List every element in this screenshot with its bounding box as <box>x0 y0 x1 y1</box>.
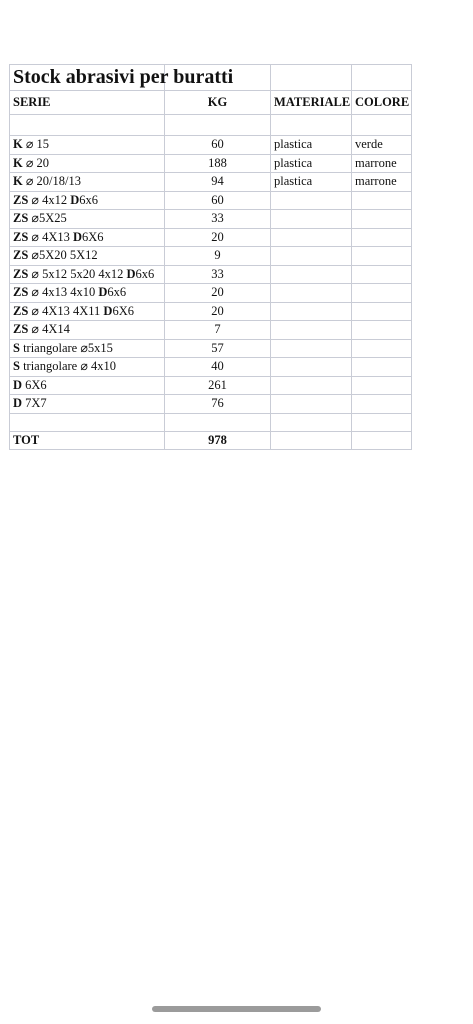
cell-kg[interactable]: 188 <box>165 154 271 173</box>
serie-prefix: ZS <box>13 248 29 263</box>
serie-prefix: ZS <box>13 229 29 244</box>
serie-text <box>13 211 67 225</box>
cell-kg[interactable]: 9 <box>165 247 271 266</box>
serie-extra-detail: 6x6 <box>107 285 127 300</box>
table-row <box>10 191 412 210</box>
empty-cell[interactable] <box>10 115 165 136</box>
table-row <box>10 395 412 414</box>
table-row <box>10 321 412 340</box>
serie-detail: ⌀ 4X13 4X11 <box>28 303 104 318</box>
cell-kg[interactable]: 33 <box>165 210 271 229</box>
serie-text <box>13 304 134 318</box>
serie-prefix: S <box>13 359 20 374</box>
serie-prefix: ZS <box>13 303 29 318</box>
cell-materiale[interactable] <box>271 395 352 414</box>
empty-cell[interactable] <box>352 432 412 450</box>
serie-prefix: K <box>13 137 23 152</box>
serie-extra-detail: 6X6 <box>82 229 104 244</box>
table-row <box>10 358 412 377</box>
serie-text <box>13 156 49 170</box>
cell-colore[interactable]: marrone <box>352 154 412 173</box>
cell-materiale[interactable]: plastica <box>271 136 352 155</box>
serie-extra-detail: 6x6 <box>79 192 98 207</box>
cell-serie[interactable] <box>10 210 165 229</box>
serie-prefix: S <box>13 340 20 355</box>
serie-prefix: D <box>13 396 23 411</box>
cell-kg[interactable]: 261 <box>165 376 271 395</box>
serie-text <box>13 359 116 373</box>
cell-kg[interactable]: 57 <box>165 339 271 358</box>
serie-prefix: ZS <box>13 192 29 207</box>
serie-prefix: ZS <box>13 285 29 300</box>
empty-cell[interactable] <box>165 115 271 136</box>
serie-extra-detail: 6x6 <box>135 266 155 281</box>
total-kg[interactable]: 978 <box>165 432 271 450</box>
serie-text <box>13 396 47 410</box>
cell-serie[interactable] <box>10 265 165 284</box>
cell-kg[interactable]: 20 <box>165 302 271 321</box>
serie-extra-prefix: D <box>70 192 80 207</box>
cell-serie[interactable] <box>10 154 165 173</box>
serie-detail: 6X6 <box>22 377 47 392</box>
serie-detail: ⌀ 4x12 <box>28 192 71 207</box>
empty-cell[interactable] <box>271 115 352 136</box>
empty-cell[interactable] <box>165 413 271 432</box>
header-colore[interactable]: COLORE <box>352 91 412 115</box>
cell-colore[interactable] <box>352 210 412 229</box>
cell-serie[interactable] <box>10 228 165 247</box>
serie-detail: ⌀ 4x13 4x10 <box>28 285 99 300</box>
serie-detail: 7X7 <box>22 396 47 411</box>
serie-text <box>13 230 104 244</box>
table-row <box>10 173 412 192</box>
serie-detail: ⌀ 15 <box>22 137 50 152</box>
total-label[interactable]: TOT <box>10 432 165 450</box>
cell-colore[interactable] <box>352 302 412 321</box>
empty-cell[interactable] <box>271 65 352 91</box>
serie-detail: ⌀ 4X14 <box>28 322 70 337</box>
cell-colore[interactable] <box>352 376 412 395</box>
serie-detail: ⌀5X25 <box>28 211 67 226</box>
cell-colore[interactable] <box>352 284 412 303</box>
cell-materiale[interactable] <box>271 339 352 358</box>
cell-serie[interactable] <box>10 302 165 321</box>
serie-text <box>13 341 113 355</box>
cell-serie[interactable] <box>10 173 165 192</box>
empty-cell[interactable] <box>271 432 352 450</box>
empty-cell[interactable] <box>352 115 412 136</box>
serie-text <box>13 174 81 188</box>
cell-colore[interactable] <box>352 339 412 358</box>
table-row <box>10 247 412 266</box>
cell-kg[interactable]: 60 <box>165 191 271 210</box>
cell-serie[interactable] <box>10 358 165 377</box>
header-materiale-text: MATERIALE <box>274 95 351 109</box>
cell-colore[interactable] <box>352 191 412 210</box>
title-row <box>10 65 412 91</box>
cell-serie[interactable] <box>10 395 165 414</box>
cell-materiale[interactable] <box>271 376 352 395</box>
cell-materiale[interactable] <box>271 228 352 247</box>
table-row <box>10 302 412 321</box>
serie-text <box>13 267 154 281</box>
serie-extra-prefix: D <box>103 303 113 318</box>
cell-kg[interactable]: 20 <box>165 284 271 303</box>
cell-kg[interactable]: 33 <box>165 265 271 284</box>
serie-prefix: ZS <box>13 211 29 226</box>
serie-extra-prefix: D <box>72 229 83 244</box>
cell-colore[interactable] <box>352 395 412 414</box>
table-row <box>10 284 412 303</box>
cell-colore[interactable] <box>352 358 412 377</box>
cell-serie[interactable] <box>10 376 165 395</box>
cell-colore[interactable] <box>352 265 412 284</box>
home-indicator[interactable] <box>152 1006 321 1012</box>
cell-kg[interactable]: 76 <box>165 395 271 414</box>
cell-kg[interactable]: 7 <box>165 321 271 340</box>
cell-kg[interactable]: 94 <box>165 173 271 192</box>
serie-detail: ⌀ 20 <box>22 155 50 170</box>
serie-text <box>13 137 49 151</box>
serie-prefix: ZS <box>13 266 29 281</box>
serie-prefix: K <box>13 174 23 189</box>
title-cell[interactable] <box>10 65 234 91</box>
cell-materiale[interactable] <box>271 265 352 284</box>
empty-cell[interactable] <box>352 413 412 432</box>
spacer-row <box>10 115 412 136</box>
table-row <box>10 228 412 247</box>
cell-colore[interactable] <box>352 247 412 266</box>
empty-cell[interactable] <box>271 413 352 432</box>
serie-detail: ⌀ 4X13 <box>28 229 73 244</box>
serie-extra-detail: 6X6 <box>112 303 134 318</box>
serie-text <box>13 285 126 299</box>
cell-materiale[interactable]: plastica <box>271 173 352 192</box>
cell-materiale[interactable] <box>271 358 352 377</box>
serie-text <box>13 193 98 207</box>
cell-materiale[interactable]: plastica <box>271 154 352 173</box>
cell-materiale[interactable] <box>271 210 352 229</box>
sheet-title: Stock abrasivi per buratti <box>13 66 234 88</box>
cell-colore[interactable]: verde <box>352 136 412 155</box>
cell-serie[interactable] <box>10 191 165 210</box>
table-row <box>10 210 412 229</box>
blank-row <box>10 413 412 432</box>
serie-detail: triangolare ⌀ 4x10 <box>19 359 116 374</box>
cell-materiale[interactable] <box>271 284 352 303</box>
empty-cell[interactable] <box>352 65 412 91</box>
serie-text <box>13 378 47 392</box>
cell-serie[interactable] <box>10 136 165 155</box>
table-row <box>10 376 412 395</box>
serie-prefix: K <box>13 155 23 170</box>
cell-materiale[interactable] <box>271 321 352 340</box>
serie-prefix: ZS <box>13 322 29 337</box>
cell-colore[interactable] <box>352 321 412 340</box>
cell-materiale[interactable] <box>271 247 352 266</box>
cell-serie[interactable] <box>10 284 165 303</box>
cell-colore[interactable] <box>352 228 412 247</box>
header-row <box>10 91 412 115</box>
total-row <box>10 432 412 450</box>
cell-serie[interactable] <box>10 247 165 266</box>
serie-text <box>13 322 70 336</box>
spreadsheet-table <box>9 64 412 450</box>
empty-cell[interactable] <box>10 413 165 432</box>
table-row <box>10 136 412 155</box>
serie-detail: triangolare ⌀5x15 <box>19 340 113 355</box>
cell-materiale[interactable] <box>271 302 352 321</box>
serie-detail: ⌀5X20 5X12 <box>28 248 98 263</box>
cell-kg[interactable]: 60 <box>165 136 271 155</box>
serie-extra-prefix: D <box>126 266 136 281</box>
cell-serie[interactable] <box>10 339 165 358</box>
serie-detail: ⌀ 5x12 5x20 4x12 <box>28 266 127 281</box>
cell-colore[interactable]: marrone <box>352 173 412 192</box>
table-row <box>10 339 412 358</box>
header-kg[interactable]: KG <box>165 91 271 115</box>
header-materiale[interactable] <box>271 91 352 115</box>
serie-text <box>13 248 98 262</box>
serie-prefix: D <box>13 377 23 392</box>
serie-detail: ⌀ 20/18/13 <box>22 174 81 189</box>
table-row <box>10 265 412 284</box>
serie-extra-prefix: D <box>98 285 108 300</box>
cell-serie[interactable] <box>10 321 165 340</box>
cell-kg[interactable]: 40 <box>165 358 271 377</box>
cell-kg[interactable]: 20 <box>165 228 271 247</box>
header-serie[interactable]: SERIE <box>10 91 165 115</box>
table-row <box>10 154 412 173</box>
cell-materiale[interactable] <box>271 191 352 210</box>
